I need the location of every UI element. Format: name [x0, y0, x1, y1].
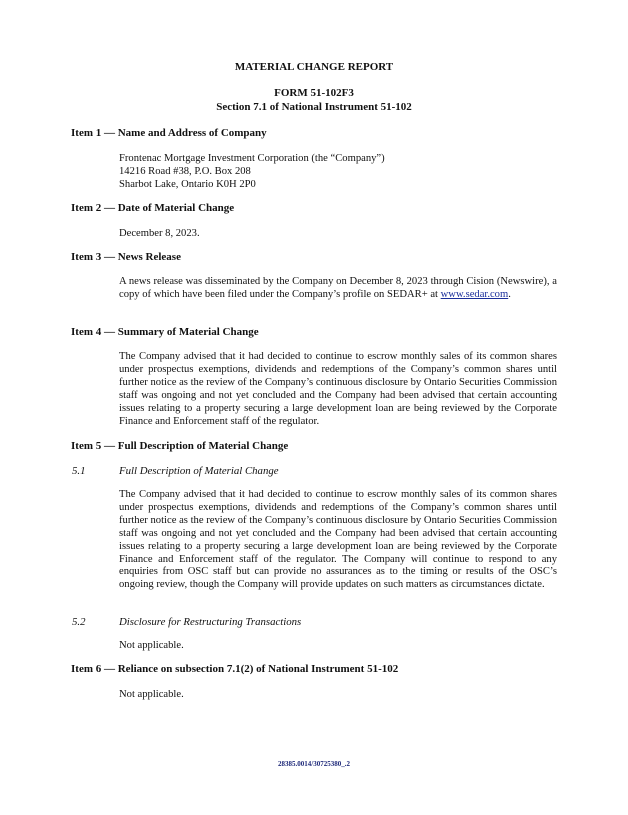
item5-heading: Item 5 — Full Description of Material Change	[71, 440, 289, 452]
form-number: FORM 51-102F3	[274, 87, 354, 99]
news-release-text: A news release was disseminated by the Company on December 8, 2023 through Cision (Newswire), a copy of which have been filed under the Company’s profile on SEDAR+ at	[119, 276, 557, 300]
subsection-5-1-title: Full Description of Material Change	[119, 465, 279, 477]
item2-heading: Item 2 — Date of Material Change	[71, 202, 235, 214]
news-release-period: .	[508, 288, 511, 300]
item6-heading: Item 6 — Reliance on subsection 7.1(2) of National Instrument 51-102	[71, 663, 399, 675]
sedar-link[interactable]: www.sedar.com	[440, 288, 509, 300]
report-title: MATERIAL CHANGE REPORT	[234, 61, 394, 73]
item3-heading: Item 3 — News Release	[71, 251, 181, 263]
subsection-5-1-number: 5.1	[72, 465, 86, 477]
section-reference: Section 7.1 of National Instrument 51-102	[216, 101, 412, 113]
reliance-text: Not applicable.	[119, 689, 184, 700]
item4-heading: Item 4 — Summary of Material Change	[71, 326, 259, 338]
full-description-paragraph: The Company advised that it had decided to continue to escrow monthly sales of its common shares under prospectus exemptions, dividends and redemptions of the Company’s common shares until further notice as the review of the Company’s continuous disclosure by Ontario Securities Commission staff was ongoing and not yet concluded and the Company had been advised that certain accounting issues relating to a property securing a large development loan are being reviewed by the Corporate Finance and Enforcement staff of the regulator. The Company will continue to respond to any enquiries from OSC staff but can provide no assurances as to the timing or results of the OSC’s ongoing review, though the Company will provide updates on such matters as circumstances dictate.	[119, 489, 557, 591]
company-address-line2: Sharbot Lake, Ontario K0H 2P0	[119, 179, 256, 190]
summary-paragraph: The Company advised that it had decided to continue to escrow monthly sales of its common shares under prospectus exemptions, dividends and redemptions of the Company’s common shares until further notice as the review of the Company’s continuous disclosure by Ontario Securities Commission staff was ongoing and not yet concluded and the Company had been advised that certain accounting issues relating to a property securing a large development loan are being reviewed by the Corporate Finance and Enforcement staff of the regulator.	[119, 351, 557, 427]
subsection-5-2-title: Disclosure for Restructuring Transactions	[119, 616, 302, 628]
company-address-line1: 14216 Road #38, P.O. Box 208	[119, 166, 251, 177]
material-change-date: December 8, 2023.	[119, 228, 200, 239]
news-release-paragraph	[119, 276, 557, 302]
restructuring-text: Not applicable.	[119, 640, 184, 651]
document-id-footer: 28385.0014/30725380_.2	[278, 760, 350, 768]
company-name: Frontenac Mortgage Investment Corporation (the “Company”)	[119, 153, 385, 164]
subsection-5-2-number: 5.2	[72, 616, 86, 628]
item1-heading: Item 1 — Name and Address of Company	[71, 127, 267, 139]
